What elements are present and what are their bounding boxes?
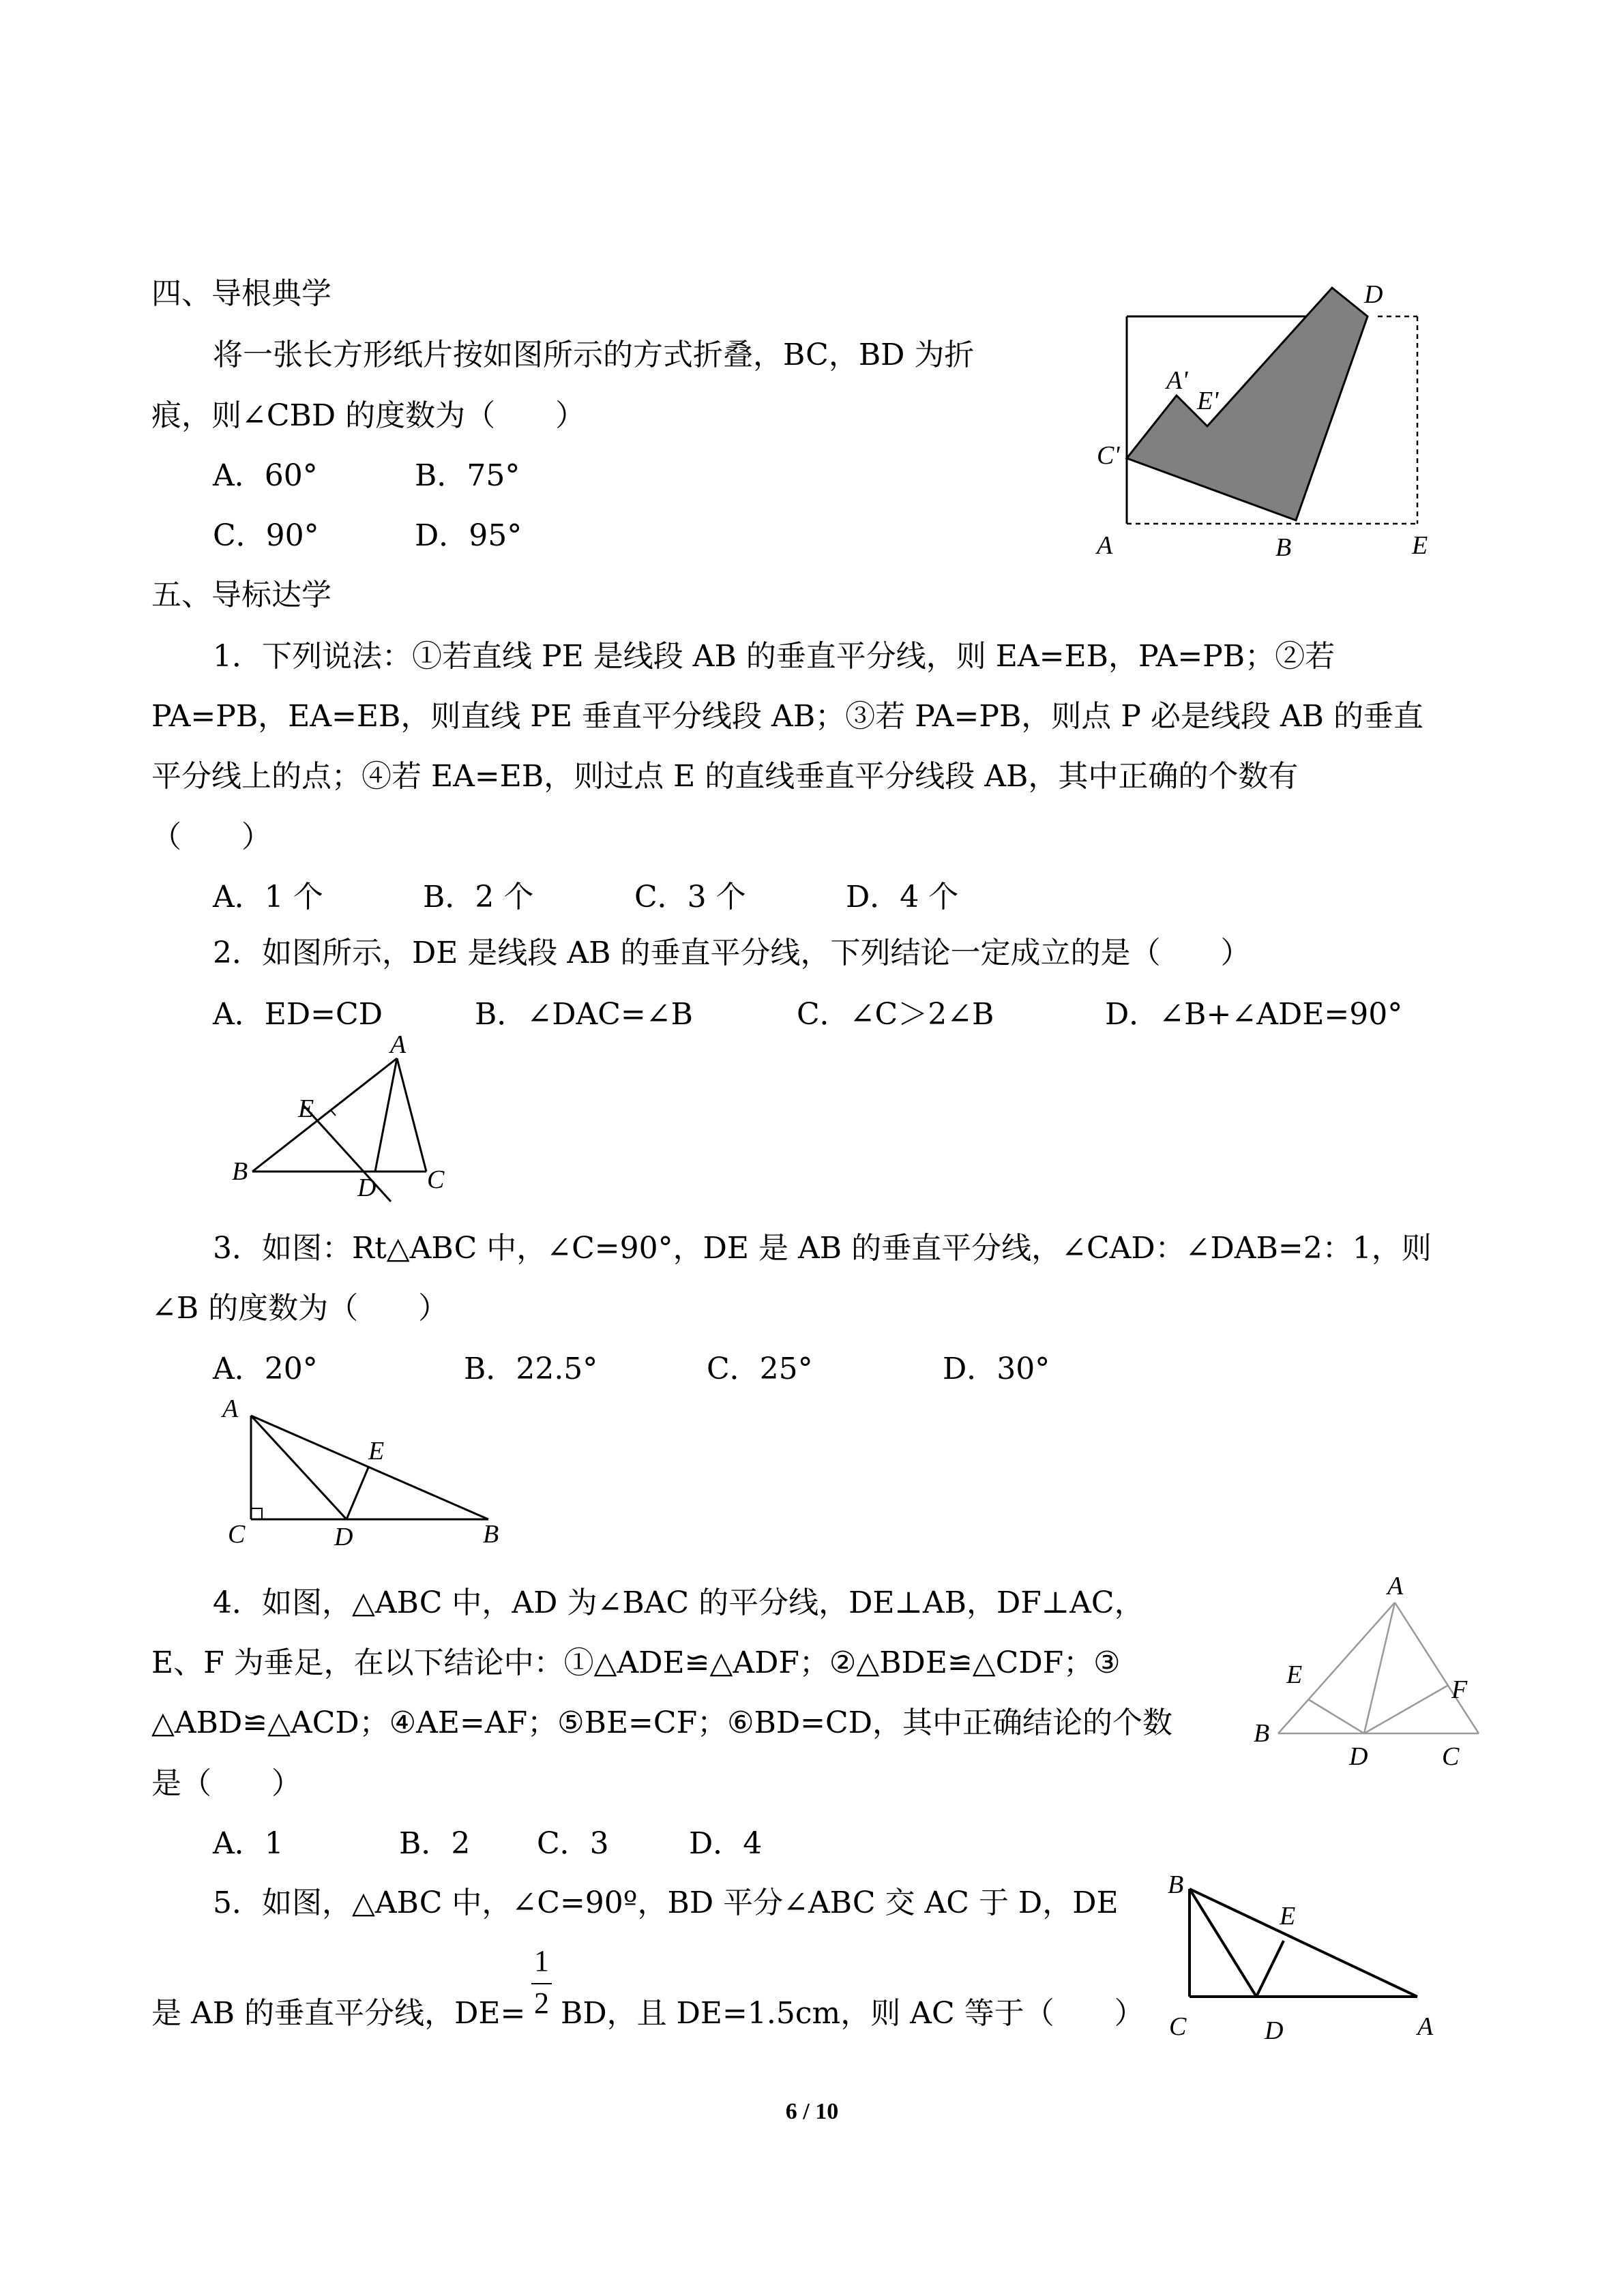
section4-heading: 四、导根典学: [151, 276, 331, 311]
fold-figure: [1091, 273, 1446, 566]
q4-label-f: F: [1451, 1675, 1468, 1704]
q1-line4: （ ）: [151, 820, 271, 854]
fold-label-e-prime: E': [1197, 387, 1219, 415]
s4-question-line2: 痕，则∠CBD 的度数为（ ）: [151, 398, 586, 433]
q1-option-c: C．3 个: [634, 880, 746, 914]
q4-option-b: B．2: [399, 1826, 471, 1861]
q3-label-e: E: [368, 1437, 385, 1465]
q5-line2-start: 是 AB 的垂直平分线，DE=: [151, 1996, 526, 2031]
fold-label-b: B: [1275, 533, 1292, 562]
q4-label-d: D: [1349, 1742, 1368, 1771]
s4-question-line1: 将一张长方形纸片按如图所示的方式折叠，BC，BD 为折: [213, 338, 975, 372]
q5-line2-end: BD，且 DE=1.5cm，则 AC 等于（ ）: [561, 1996, 1145, 2031]
q5-line1: 5．如图，△ABC 中，∠C=90º，BD 平分∠ABC 交 AC 于 D，DE: [213, 1885, 1119, 1920]
q4-label-b: B: [1254, 1719, 1270, 1748]
q5-label-e: E: [1280, 1902, 1296, 1930]
q2-line1: 2．如图所示，DE 是线段 AB 的垂直平分线，下列结论一定成立的是（ ）: [213, 936, 1251, 970]
q1-line1: 1．下列说法：①若直线 PE 是线段 AB 的垂直平分线，则 EA=EB，PA=PB；②若: [213, 639, 1335, 674]
s4-option-d: D．95°: [415, 518, 522, 553]
q1-line2: PA=PB，EA=EB，则直线 PE 垂直平分线段 AB；③若 PA=PB，则点 P 必是线段 AB 的垂直: [151, 699, 1423, 734]
q5-fraction-numerator: 1: [534, 1944, 549, 1978]
fold-label-e: E: [1412, 531, 1428, 560]
q4-figure: [1241, 1568, 1501, 1787]
q4-label-a: A: [1387, 1572, 1404, 1600]
q4-line1: 4．如图，△ABC 中，AD 为∠BAC 的平分线，DE⊥AB，DF⊥AC，: [213, 1585, 1145, 1620]
q5-label-c: C: [1169, 2012, 1187, 2041]
q3-label-a: A: [222, 1395, 239, 1423]
q3-option-d: D．30°: [943, 1352, 1050, 1386]
q2-label-b: B: [232, 1157, 248, 1186]
q3-line1: 3．如图：Rt△ABC 中，∠C=90°，DE 是 AB 的垂直平分线，∠CAD：∠DAB=2：1，则: [213, 1231, 1432, 1266]
q4-option-d: D．4: [689, 1826, 763, 1861]
q5-figure: [1153, 1868, 1453, 2059]
q2-option-a: A．ED=CD: [213, 997, 383, 1032]
q1-option-d: D．4 个: [846, 880, 959, 914]
q1-option-b: B．2 个: [423, 880, 534, 914]
q2-figure: [218, 1030, 477, 1214]
q4-label-e: E: [1286, 1660, 1303, 1689]
q3-label-b: B: [483, 1520, 499, 1549]
q5-label-d: D: [1265, 2016, 1284, 2045]
q1-option-a: A．1 个: [213, 880, 323, 914]
q5-fraction-denominator: 2: [534, 1986, 549, 2020]
q4-line3: △ABD≌△ACD；④AE=AF；⑤BE=CF；⑥BD=CD，其中正确结论的个数: [151, 1705, 1172, 1740]
q2-option-c: C．∠C＞2∠B: [797, 997, 994, 1032]
s4-option-b: B．75°: [415, 458, 520, 493]
q3-figure: [211, 1391, 518, 1562]
fold-label-a-prime: A': [1166, 366, 1188, 395]
section5-heading: 五、导标达学: [151, 578, 331, 612]
q4-line2: E、F 为垂足，在以下结论中：①△ADE≌△ADF；②△BDE≌△CDF；③: [151, 1645, 1121, 1680]
q2-label-d: D: [357, 1174, 377, 1202]
q3-label-c: C: [228, 1520, 246, 1549]
q2-label-c: C: [427, 1165, 445, 1194]
fold-label-c: C': [1097, 441, 1120, 470]
fold-label-a: A: [1097, 531, 1113, 560]
s4-option-a: A．60°: [213, 458, 318, 493]
q4-option-c: C．3: [537, 1826, 609, 1861]
q2-option-d: D．∠B+∠ADE=90°: [1105, 997, 1403, 1032]
s4-option-c: C．90°: [213, 518, 319, 553]
q2-label-a: A: [390, 1030, 407, 1059]
q3-option-b: B．22.5°: [464, 1352, 598, 1386]
q5-fraction-bar: [531, 1983, 552, 1984]
q3-line2: ∠B 的度数为（ ）: [151, 1291, 449, 1326]
q2-option-b: B．∠DAC=∠B: [475, 997, 693, 1032]
q2-label-e: E: [298, 1094, 314, 1123]
q3-label-d: D: [334, 1523, 353, 1551]
q1-line3: 平分线上的点；④若 EA=EB，则过点 E 的直线垂直平分线段 AB，其中正确的个数有: [151, 759, 1299, 794]
page-number: 6 / 10: [785, 2099, 839, 2124]
fold-label-d: D: [1364, 280, 1383, 309]
q3-option-c: C．25°: [707, 1352, 813, 1386]
q4-option-a: A．1: [213, 1826, 284, 1861]
q4-label-c: C: [1442, 1742, 1460, 1771]
q4-line4: 是（ ）: [151, 1766, 301, 1801]
q5-label-a: A: [1417, 2012, 1434, 2041]
q5-label-b: B: [1168, 1870, 1184, 1899]
q3-option-a: A．20°: [213, 1352, 318, 1386]
